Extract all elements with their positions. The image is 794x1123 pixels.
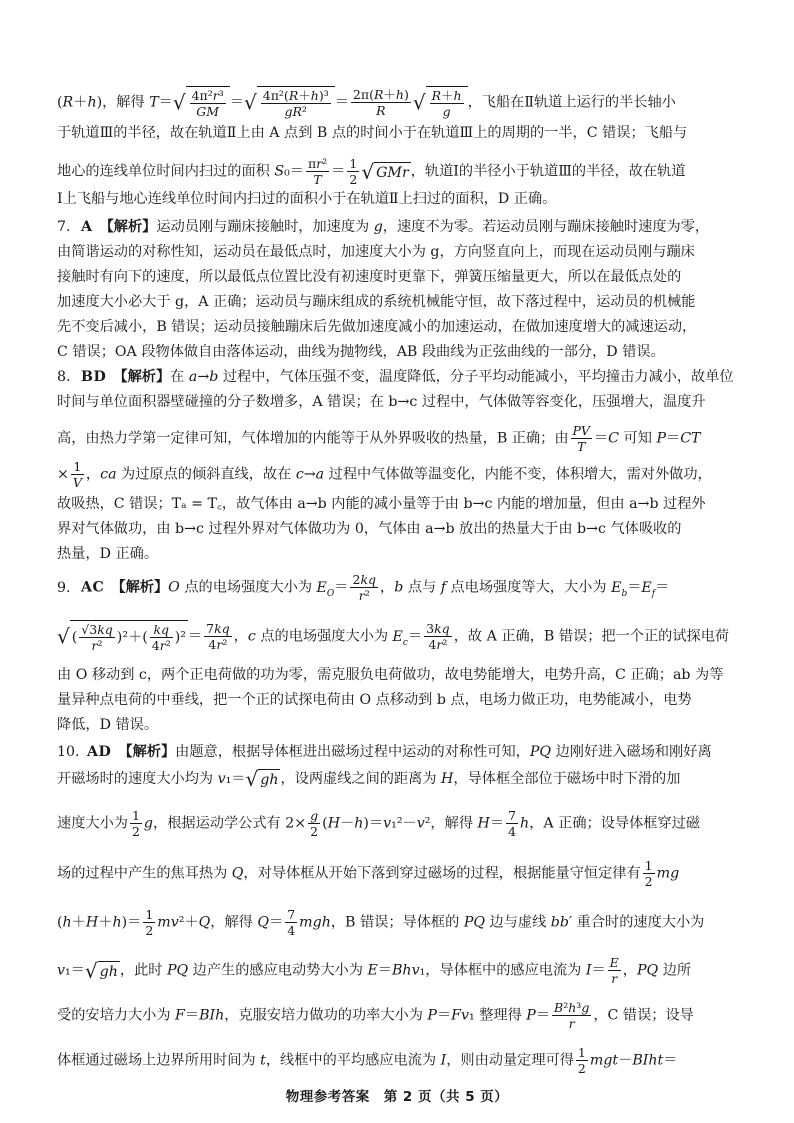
q7-line-2: 由简谐运动的对称性知，运动员在最低点时，加速度大小为 g，方向竖直向上，而现在运动员刚与蹦床 (57, 244, 695, 260)
q8-line-5: 故吸热，C 错误；Tₐ = T꜀，故气体由 a→b 内能的减小量等于由 b→c 内能的增加量，但由 a→b 过程外 (57, 496, 706, 512)
q8-line-3: 高，由热力学第一定律可知，气体增加的内能等于从外界吸收的热量，B 正确；由 $\frac{PV}{T}$ ＝C 可知 P＝CT (57, 423, 701, 454)
q8-line-1: 8. BD 【解析】在 a→b 过程中，气体压强不变，温度降低，分子平均动能减小，平均撞击力减小，故单位 (57, 369, 734, 385)
q10-line-5: (h＋H＋h)＝ $\frac{1}{2}$ mv²＋Q，解得 Q＝ $\frac{7}{4}$ mgh，B 错误；导体框的 PQ 边与虚线 bb′ 重合时的速度大小为 (57, 907, 705, 938)
q9-line-4: 量异种点电荷的中垂线，把一个正的试探电荷由 O 点移动到 b 点，电场力做正功，电势能减小，电势 (57, 692, 692, 708)
q9-line-1: 9. AC 【解析】O 点的电场强度大小为 $E_O=$ $\frac{2kq}{\text{r²}}$ ，b 点与 f 点电场强度等大，大小为 $E_b=E_f=$ (57, 572, 670, 603)
text-line-4: Ⅰ上飞船与地心连线单位时间内扫过的面积小于在轨道Ⅱ上扫过的面积，D 正确。 (57, 191, 557, 207)
q7-line-4: 加速度大小必大于 g，A 正确；运动员与蹦床组成的系统机械能守恒，故下落过程中，运动员的机械能 (57, 294, 696, 310)
q10-line-8: 体框通过磁场上边界所用时间为 t，线框中的平均感应电流为 I，则由动量定理可得 $\frac{1}{2}$ mgt－BIht＝ (57, 1045, 678, 1076)
q9-line-2: √ ( $\frac{√3kq}{\text{r²}}$ )²＋( $\frac{kq}{\text{4r²}}$ )² ＝ $\frac{7kq}{\text{4r²}}$ ，c 点的电场强度大小为 $E_c=$ $\frac{3kq}{\text{4r²}}$ ，故 A 正确，B 错误；把一个正的试探电荷 (57, 621, 730, 653)
q10-line-2: 开磁场时的速度大小均为 v₁＝√ gh ，设两虚线之间的距离为 H，导体框全部位于磁场中时下滑的加 (57, 769, 681, 789)
q10-line-6: v₁＝√ gh ，此时 PQ 边产生的感应电动势大小为 E＝Bhv₁，导体框中的感应电流为 I＝ $\frac{E}{r}$ ，PQ 边所 (57, 955, 692, 986)
q7-line-3: 接触时有向下的速度，所以最低点位置比没有初速度时更靠下，弹簧压缩量更大，所以在最低点处的 (57, 269, 682, 285)
q9-line-3: 由 O 移动到 c，两个正电荷做的功为零，需克服负电荷做功，故电势能增大，电势升高，C 正确；ab 为等 (57, 667, 724, 683)
q7-line-6: C 错误；OA 段物体做自由落体运动，曲线为抛物线，AB 段曲线为正弦曲线的一部分，D 错误。 (57, 344, 665, 360)
text-line-3: 地心的连线单位时间内扫过的面积 S₀＝ $\frac{\text{πr²}}{T}$ ＝ $\frac{1}{2}$ √ GMr ，轨道Ⅰ的半径小于轨道Ⅲ的半径，故在轨道 (57, 156, 686, 187)
q10-line-1: 10. AD 【解析】由题意，根据导体框进出磁场过程中运动的对称性可知，PQ 边刚好进入磁场和刚好离 (57, 744, 712, 760)
q10-line-3: 速度大小为 $\frac{1}{2}$ g，根据运动学公式有 2× $\frac{g}{2}$ (H－h)＝v₁²－v²，解得 H＝ $\frac{7}{4}$ h，A 正确；设导体框穿过磁 (57, 808, 701, 839)
text-line-1: (R＋h)，解得 T＝√ $\frac{\text{4π²r³}}{GM}$ ＝√ $\frac{\text{4π²(R＋h)³}}{\text{gR²}}$ ＝ $\frac{2\pi(R+h)}{R}$ √ $\frac{R+h}{g}$ ，飞船在Ⅱ轨道上运行的半长轴小 (57, 87, 676, 119)
q8-line-2: 时间与单位面积器壁碰撞的分子数增多，A 错误；在 b→c 过程中，气体做等容变化，压强增大，温度升 (57, 394, 706, 410)
q7-line-5: 先不变后减小，B 错误；运动员接触蹦床后先做加速度减小的加速运动，在做加速度增大的减速运动， (57, 319, 697, 335)
text-line-2: 于轨道Ⅲ的半径，故在轨道Ⅱ上由 A 点到 B 点的时间小于在轨道Ⅲ上的周期的一半，C 错误；飞船与 (57, 125, 688, 141)
q8-line-6: 界对气体做功，由 b→c 过程外界对气体做功为 0，气体由 a→b 放出的热量大于由 b→c 气体吸收的 (57, 521, 682, 537)
q10-line-7: 受的安培力大小为 F＝BIh，克服安培力做功的功率大小为 P＝Fv₁ 整理得 P＝ $\frac{\text{B²h³g}}{r}$ ，C 错误；设导 (57, 1000, 694, 1031)
page-footer: 物理参考答案 第 2 页（共 5 页） (285, 1089, 509, 1105)
q7-line-1: 7. A 【解析】运动员刚与蹦床接触时，加速度为 g，速度不为零。若运动员刚与蹦床接触时速度为零， (57, 219, 710, 235)
q10-line-4: 场的过程中产生的焦耳热为 Q，对导体框从开始下落到穿过磁场的过程，根据能量守恒定律有 $\frac{1}{2}$ mg (57, 858, 680, 889)
q8-line-7: 热量，D 正确。 (57, 546, 159, 562)
q9-line-5: 降低，D 错误。 (57, 717, 159, 733)
q8-line-4: × $\frac{1}{V}$ ，ca 为过原点的倾斜直线，故在 c→a 过程中气体做等温变化，内能不变，体积增大，需对外做功， (57, 459, 712, 490)
